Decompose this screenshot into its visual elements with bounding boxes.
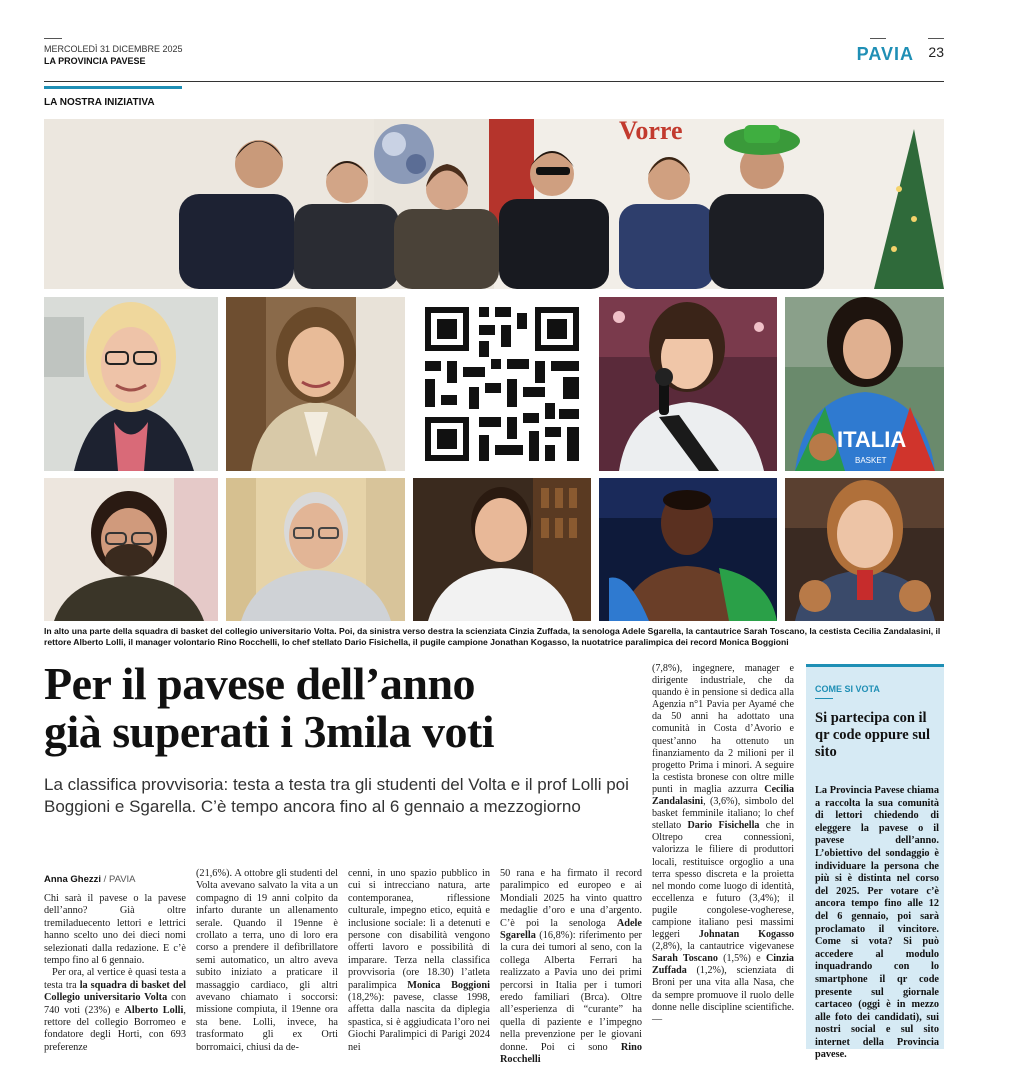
kicker-bar [44, 86, 182, 89]
byline-location: PAVIA [108, 874, 136, 885]
rino-rocchelli-photo [226, 478, 405, 621]
sidebar-title: Si partecipa con il qr code oppure sul sito [815, 710, 931, 760]
section-name: PAVIA [856, 44, 914, 64]
cinzia-zuffada-photo [44, 297, 218, 471]
article-paragraph: (21,6%). A ottobre gli studenti del Volta avevano salvato la vita a un compagno di 19 anni colpito da infarto durante un allenamento serale. Quando il 19enne è crollato a terra, uno di loro era corso a prendere il defibrillatore semi automatico, un altro aveva subito iniziato a praticare il massaggio cardiaco, gli altri avevano chiamato i soccorsi: missione compiuta, il 19enne ora sta bene. Lolli, invece, ha trasformato gli ex Orti borromaici, chiusi da de- [196, 868, 338, 1053]
headline [44, 660, 634, 756]
article-paragraph: (7,8%), ingegnere, manager e dirigente industriale, che da quando è in pensione si dedica alla Agenzia n°1 Pavia per Ayamé che da 50 anni ha adottato una comunità in Costa d’Avorio e quest’anno ha ottenuto un finanziamento da 2 milioni per il progetto Prima i minori. A seguire la cestista bronese con oltre mille punti in maglia azzurra Cecilia Zandalasini, (3,6%), simbolo del basket femminile italiano; lo chef stellato Dario Fisichella che in Oltrepo crea connessioni, valorizza le filiere di produttori locali, restituisce orgoglio a una terra spesso discreta e la proietta nel mondo come luogo di identità, eccellenza e futuro (3,4%); il pugile congolese-vogherese, campione italiano pesi massimi leggeri Johnatan Kogasso (2,8%), la cantautrice vigevanese Sarah Toscano (1,5%) e Cinzia Zuffada (1,2%), scienziata di Broni per una vita alla Nasa, che da sempre promuove il ruolo delle donne nelle discipline scientifiche. — [652, 663, 794, 1025]
article-column-4 [500, 868, 642, 1067]
banner-text: Vorre [619, 119, 683, 145]
article-column-5 [652, 663, 794, 1026]
article-paragraph: 50 rana e ha firmato il record paralimpico ed europeo e ai Mondiali 2025 ha vinto quattro medaglie d’oro e una d’argento. C’è poi la senologa Adele Sgarella (16,8%): riferimento per la cura dei tumori al seno, con la collega Alberta Ferrari ha realizzato a Pavia uno dei primi percorsi in Italia per i tumori eredo familiari (Brca). Oltre all’esperienza di “curante” ha quella di paziente e l’impegno nella prevenzione per le giovani donne. Poi ci sono Rino Rocchelli [500, 868, 642, 1066]
qr-code[interactable] [413, 297, 591, 471]
article-paragraph: Chi sarà il pavese o la pavese dell’anno? Già oltre tremiladuecento lettori e lettrici hanno scelto uno dei dieci nomi selezionati dalla redazione. E c’è tempo fino al 6 gennaio. [44, 893, 186, 967]
photo-caption: In alto una parte della squadra di basket del collegio universitario Volta. Poi, da sinistra verso destra la scienziata Cinzia Zuffada, la senologa Adele Sgarella, la cantautrice Sarah Toscano, la cestista Cecilia Zandalasini, il rettore Alberto Lolli, il manager volontario Rino Rocchelli, lo chef stellato Dario Fisichella, il pugile campione Jonathan Kogasso, la nuotatrice paralimpica dei record Monica Boggioni [44, 626, 941, 647]
page-number: 23 [928, 44, 944, 60]
monica-boggioni-photo [785, 478, 944, 621]
jersey-text: ITALIA [837, 427, 907, 452]
page-rule [928, 38, 944, 39]
cecilia-zandalasini-photo [785, 297, 944, 471]
adele-sgarella-photo [226, 297, 405, 471]
team-photo [44, 119, 944, 289]
alberto-lolli-photo [44, 478, 218, 621]
author-name: Anna Ghezzi [44, 874, 102, 885]
issue-date: MERCOLEDÌ 31 DICEMBRE 2025 [44, 44, 183, 54]
article-column-2 [196, 868, 338, 1054]
subheadline: La classifica provvisoria: testa a testa tra gli studenti del Volta e il prof Lolli poi Boggioni e Sgarella. C’è tempo ancora fino al 6 gennaio a mezzogiorno [44, 775, 629, 816]
headline-line-1: Per il pavese dell’anno [44, 658, 476, 709]
sidebar-rule [815, 698, 833, 699]
article-paragraph: cenni, in uno spazio pubblico in cui si intrecciano natura, arte contemporanea, riflessione culturale, impegno etico, equità e inclusione sociale: lì a detenuti e persone con disabilità vengono offerti lavoro e possibilità di imparare. Terza nella classifica provvisoria (ore 18.30) l’atleta paralimpica Monica Boggioni (18,2%): pavese, classe 1998, affetta dalla nascita da diplegia spastica, si è aggiudicata l’oro nei Giochi Paralimpici di Parigi 2024 nei [348, 868, 490, 1053]
dario-fisichella-photo [413, 478, 591, 621]
sidebar-body: La Provincia Pavese chiama a raccolta la sua comunità di lettori chiedendo di eleggere la pavese o il pavese dell’anno. L’obiettivo del sondaggio è individuare la persona che più si è distinta nel corso del 2025. Per votare c’è ancora tempo fino alle 12 del 6 gennaio, poi sarà proclamato il vincitore. Come si vota? Si può accedere al modulo inquadrando con lo smartphone il qr code presente sul giornale cartaceo (oggi è in mezzo alle foto dei candidati), sui nostri social e sul sito internet della Provincia pavese. [815, 785, 939, 1061]
masthead-rule [44, 38, 62, 39]
sarah-toscano-photo [599, 297, 777, 471]
masthead [44, 38, 944, 82]
byline: Anna Ghezzi / PAVIA [44, 874, 136, 885]
article-column-3 [348, 868, 490, 1054]
jersey-subtext: BASKET [855, 456, 887, 465]
section-kicker: LA NOSTRA INIZIATIVA [44, 97, 155, 108]
newspaper-name: LA PROVINCIA PAVESE [44, 56, 146, 66]
jonathan-kogasso-photo [599, 478, 777, 621]
section-rule [870, 38, 886, 39]
article-paragraph: Per ora, al vertice è quasi testa a testa tra la squadra di basket del Collegio universitario Volta con 740 voti (23%) e Alberto Lolli, rettore del collegio Borromeo e fondatore degli Horti, con 693 preferenze [44, 967, 186, 1053]
sidebar-kicker: COME SI VOTA [815, 684, 880, 694]
headline-line-2: già superati i 3mila voti [44, 706, 495, 757]
sidebar-accent-bar [806, 664, 944, 667]
article-column-1 [44, 893, 186, 1054]
